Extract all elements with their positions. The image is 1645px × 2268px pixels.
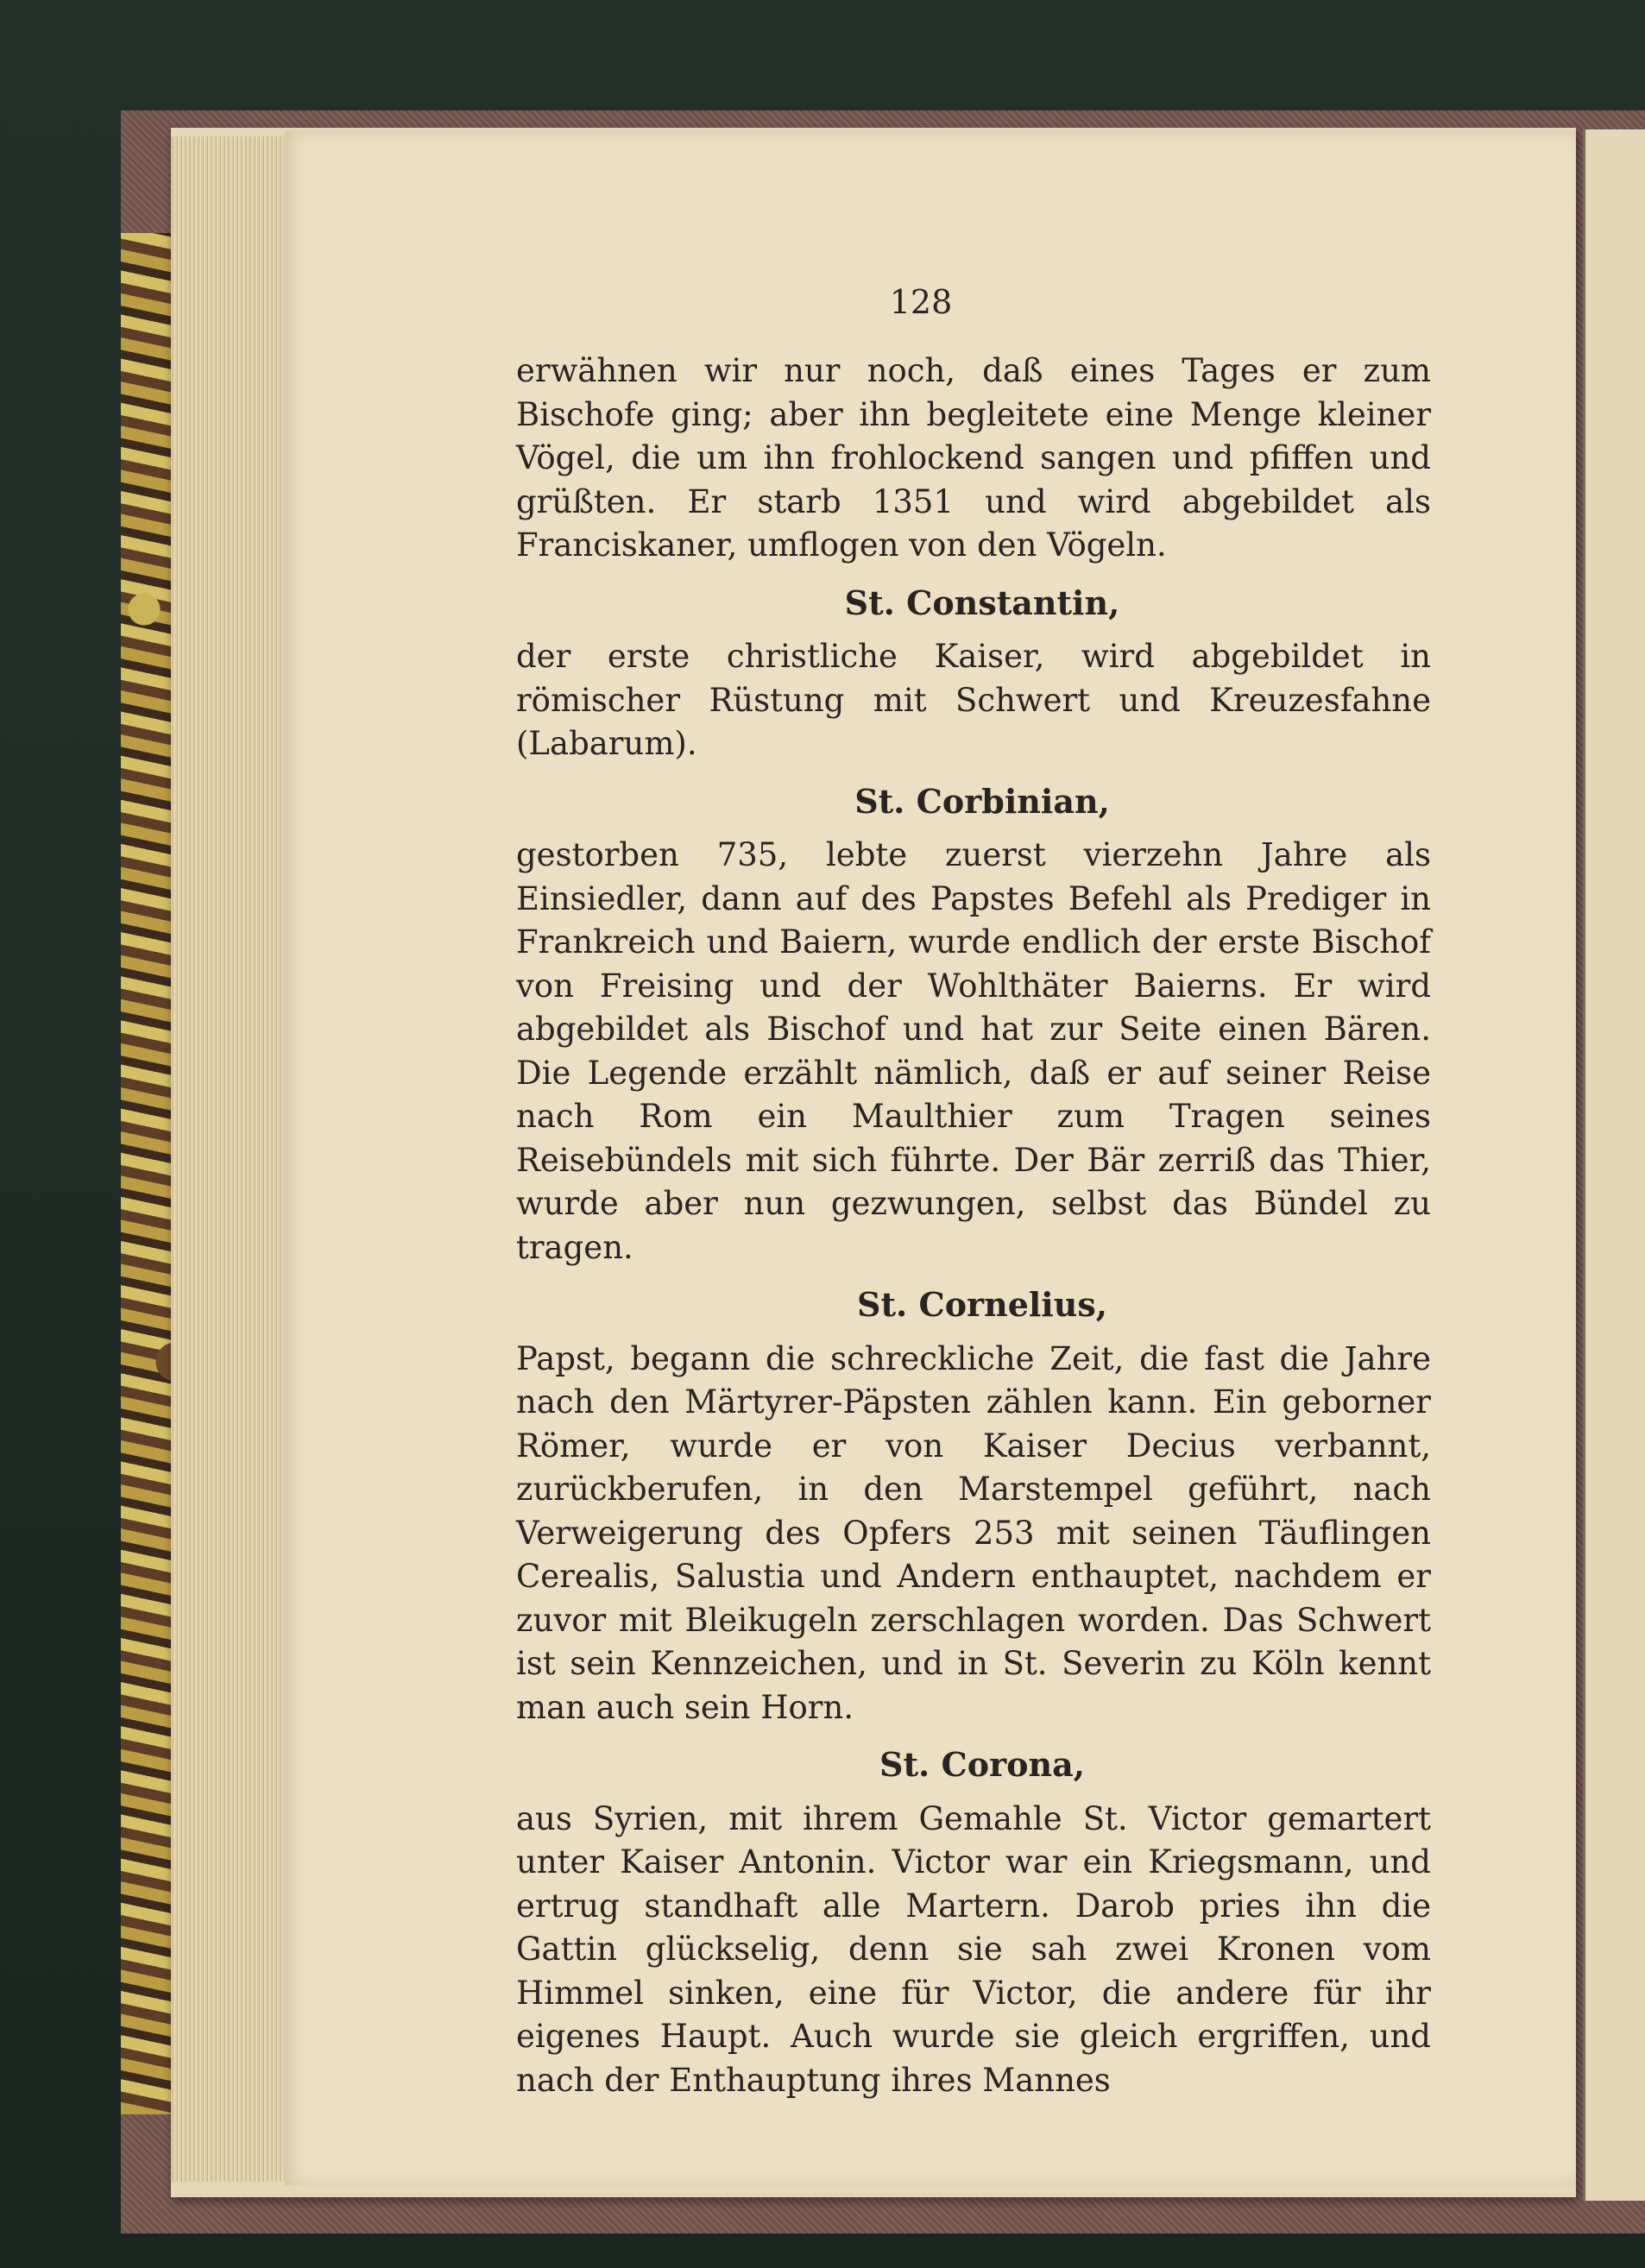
- section-heading-corbinian: St. Corbinian,: [854, 781, 1110, 821]
- section-text-constantin: der erste christliche Kaiser, wird abgebildet in römischer Rüstung mit Schwert und Kreuzesfahne (Labarum).: [516, 638, 1431, 762]
- section-heading-cornelius: St. Cornelius,: [857, 1285, 1107, 1324]
- section-text-corbinian: gestorben 735, lebte zuerst vierzehn Jahre als Einsiedler, dann auf des Papstes Befehl als Prediger in Frankreich und Baiern, wurde endlich der erste Bischof von Freising und der Wohlthäter Baierns. Er wird abgebildet als Bischof und hat zur Seite einen Bären. Die Legende erzählt nämlich, daß er auf seiner Reise nach Rom ein Maulthier zum Tragen seines Reisebündels mit sich führte. Der Bär zerriß das Thier, wurde aber nun gezwungen, selbst das Bündel zu tragen.: [516, 836, 1431, 1266]
- facing-page-edge: [1583, 129, 1645, 2201]
- text-column: [516, 350, 1431, 2102]
- intro-paragraph: erwähnen wir nur noch, daß eines Tages er zum Bischofe ging; aber ihn begleitete eine Menge kleiner Vögel, die um ihn frohlockend sangen und pfiffen und grüßten. Er starb 1351 und wird abgebildet als Franciskaner, umflogen von den Vögeln.: [516, 352, 1431, 564]
- section-text-cornelius: Papst, begann die schreckliche Zeit, die fast die Jahre nach den Märtyrer-Päpsten zählen kann. Ein geborner Römer, wurde er von Kaiser Decius verbannt, zurückberufen, in den Marstempel geführt, nach Verweigerung des Opfers 253 mit seinen Täuflingen Cerealis, Salustia und Andern enthauptet, nachdem er zuvor mit Bleikugeln zerschlagen worden. Das Schwert ist sein Kennzeichen, und in St. Severin zu Köln kennt man auch sein Horn.: [516, 1339, 1431, 1726]
- section-text-corona: aus Syrien, mit ihrem Gemahle St. Victor gemartert unter Kaiser Antonin. Victor war ein Kriegsmann, und ertrug standhaft alle Martern. Darob pries ihn die Gattin glückselig, denn sie sah zwei Kronen vom Himmel sinken, eine für Victor, die andere für ihr eigenes Haupt. Auch wurde sie gleich ergriffen, und nach der Enthauptung ihres Mannes: [516, 1799, 1431, 2099]
- page-leaves: [171, 136, 292, 2182]
- section-heading-corona: St. Corona,: [879, 1745, 1085, 1784]
- page-number: 128: [889, 283, 953, 321]
- section-heading-constantin: St. Constantin,: [844, 583, 1120, 622]
